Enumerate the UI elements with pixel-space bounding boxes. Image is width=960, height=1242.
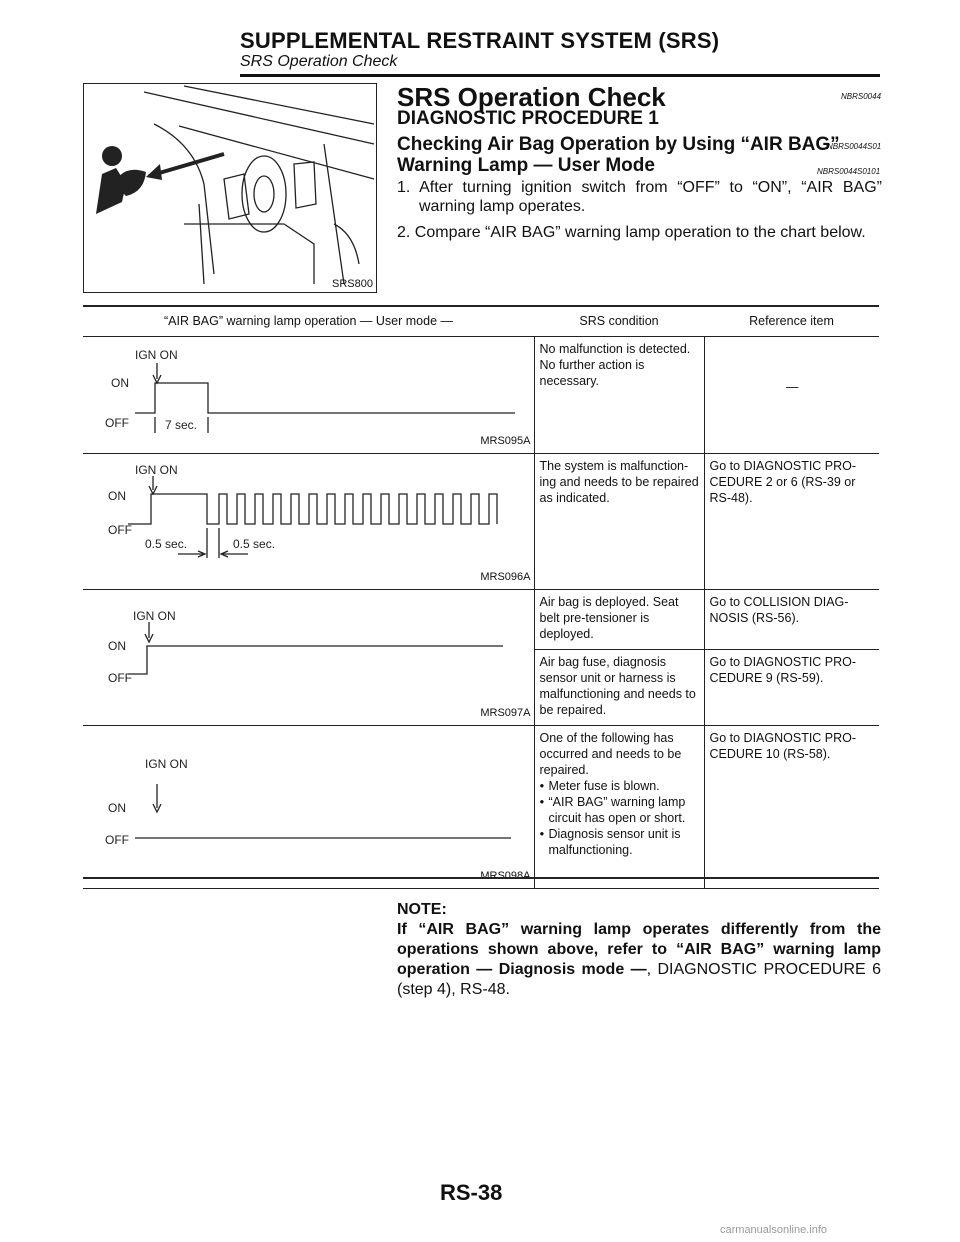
table-row [83, 337, 879, 454]
step-item: 1. After turning ignition switch from “OFF” to “ON”, “AIR BAG” warning lamp operates. [397, 179, 882, 215]
label-on: ON [108, 489, 126, 503]
figure-caption: MRS096A [480, 571, 531, 583]
condition-cell: The system is malfunction-ing and needs to be repaired as indicated. [534, 454, 704, 590]
note-body [397, 920, 881, 1000]
page-header-subtitle: SRS Operation Check [240, 53, 398, 70]
table-row [83, 590, 879, 650]
waveform-cell [83, 454, 534, 590]
steps-list [397, 178, 882, 249]
watermark: carmanualsonline.info [720, 1224, 828, 1236]
waveform-continuous-on [83, 590, 533, 721]
waveform-cell [83, 590, 534, 726]
label-on: ON [108, 639, 126, 653]
reference-cell: Go to DIAGNOSTIC PRO-CEDURE 10 (RS-58). [704, 726, 879, 889]
reference-cell: Go to DIAGNOSTIC PRO-CEDURE 9 (RS-59). [704, 650, 879, 726]
list-item: ● Meter fuse is blown. [540, 778, 700, 794]
airbag-illustration [84, 84, 376, 292]
figure-caption: MRS098A [480, 870, 531, 882]
reference-cell: Go to DIAGNOSTIC PRO-CEDURE 2 or 6 (RS-39 or RS-48). [704, 454, 879, 590]
column-header: “AIR BAG” warning lamp operation — User mode — [83, 306, 534, 337]
condition-intro: One of the following has occurred and needs to be repaired. [539, 731, 682, 777]
condition-bullets [540, 778, 700, 858]
waveform-7sec [83, 337, 533, 449]
condition-cell [534, 726, 704, 889]
condition-cell: No malfunction is detected. No further action is necessary. [534, 337, 704, 454]
label-off: OFF [108, 671, 132, 685]
label-half-sec: 0.5 sec. [233, 537, 276, 551]
step-item: 2. Compare “AIR BAG” warning lamp operation to the chart below. [397, 224, 866, 241]
figure-caption: SRS800 [332, 278, 373, 290]
subheading-tag-2: NBRS0044S0101 [817, 167, 881, 176]
condition-cell: Air bag is deployed. Seat belt pre-tensioner is deployed. [534, 590, 704, 650]
table-row [83, 726, 879, 889]
note-block [397, 900, 881, 1000]
subheading: Checking Air Bag Operation by Using “AIR BAG” NBRS0044S01 Warning Lamp — User Mode NBRS0044S0101 [397, 134, 882, 176]
waveform-blinking [83, 454, 533, 585]
waveform-cell [83, 337, 534, 454]
label-ign-on: IGN ON [135, 463, 178, 477]
label-off: OFF [108, 523, 132, 537]
label-off: OFF [105, 833, 129, 847]
figure-caption: MRS097A [480, 707, 531, 719]
list-item: ● “AIR BAG” warning lamp circuit has open or short. [540, 794, 700, 826]
note-normal-text: , DIAGNOSTIC PROCEDURE 6 (step 4), RS-48. [397, 961, 881, 998]
table-bottom-rule [83, 877, 879, 879]
list-item: ● Diagnosis sensor unit is malfunctioning. [540, 826, 700, 858]
figure-caption: MRS095A [480, 435, 531, 447]
label-ign-on: IGN ON [145, 757, 188, 771]
label-off: OFF [105, 416, 129, 430]
procedure-heading: DIAGNOSTIC PROCEDURE 1 [397, 108, 659, 129]
table-header-row [83, 306, 879, 337]
waveform-cell [83, 726, 534, 889]
subheading-tag-1: NBRS0044S01 [827, 142, 882, 151]
table-row [83, 454, 879, 590]
section-title-tag: NBRS0044 [841, 92, 882, 101]
section-title: SRS Operation Check NBRS0044 [397, 82, 882, 112]
label-half-sec: 0.5 sec. [145, 537, 188, 551]
note-bold-text: If “AIR BAG” warning lamp operates differently from the operations shown above, refer to “AIR BAG” warning lamp operation — Diagnosis mode — [397, 921, 881, 978]
column-header: Reference item [704, 306, 879, 337]
label-on: ON [108, 801, 126, 815]
label-ign-on: IGN ON [135, 348, 178, 362]
label-7sec: 7 sec. [165, 418, 198, 432]
airbag-location-figure [83, 83, 377, 293]
header-divider [240, 74, 880, 77]
condition-cell: Air bag fuse, diagnosis sensor unit or harness is malfunctioning and needs to be repaired. [534, 650, 704, 726]
column-header: SRS condition [534, 306, 704, 337]
page-number: RS-38 [440, 1180, 503, 1205]
reference-cell: — [704, 337, 879, 454]
note-heading: NOTE: [397, 901, 447, 918]
reference-cell: Go to COLLISION DIAG-NOSIS (RS-56). [704, 590, 879, 650]
label-ign-on: IGN ON [133, 609, 176, 623]
page-header-title: SUPPLEMENTAL RESTRAINT SYSTEM (SRS) [240, 28, 720, 53]
waveform-no-lamp [83, 726, 533, 884]
label-on: ON [111, 376, 129, 390]
lamp-operation-table [83, 306, 879, 889]
